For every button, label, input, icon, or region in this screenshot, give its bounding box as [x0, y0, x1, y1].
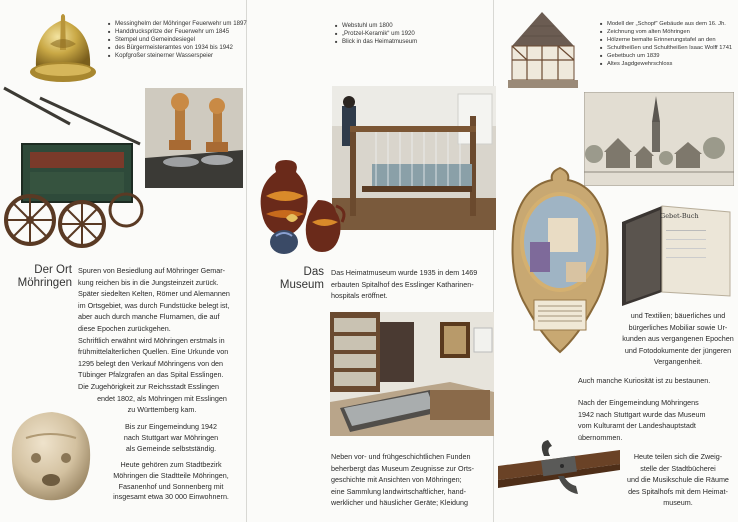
- heading-line: Museum: [279, 279, 324, 291]
- body-line: und die Musikschule die Räume: [627, 475, 729, 485]
- body-line: Bis zur Eingemeindung 1942: [125, 422, 217, 431]
- body-line: geschichte mit Ansichten von Möhringen;: [331, 475, 462, 485]
- panel3-caption-list: [600, 20, 732, 68]
- loom-photo-image: [332, 86, 496, 230]
- body-line: Heute teilen sich die Zweig-: [633, 452, 723, 461]
- body-line: als Gemeinde selbstständig.: [125, 443, 217, 453]
- body-line: kunden aus vergangenen Epochen: [622, 334, 734, 344]
- body-line: des Spitalhofs mit dem Heimat-: [628, 486, 728, 496]
- panel1-caption-list: [108, 20, 247, 60]
- body-line: endet 1802, als Möhringen mit Esslingen: [97, 393, 227, 403]
- body-line: Nach der Eingemeindung Möhringens: [578, 398, 699, 407]
- body-line: vom Kulturamt der Landeshauptstadt: [578, 421, 696, 431]
- caption-item: ■ Blick in das Heimatmuseum: [335, 38, 417, 46]
- memorial-tablet-image: [508, 166, 612, 356]
- heading-line: Der Ort: [34, 264, 72, 276]
- body-line: Auch manche Kuriosität ist zu bestaunen.: [578, 376, 711, 385]
- caption-item: ■ Modell der „Schopf“ Gebäude aus dem 16. Jh.: [600, 20, 732, 28]
- body-line: erbauten Spitalhof des Esslinger Katharinen-: [331, 279, 474, 289]
- body-line: insgesamt etwa 30 000 Einwohnern.: [113, 492, 229, 502]
- stamps-photo-image: [145, 88, 243, 188]
- fire-pump-cart-image: [0, 84, 150, 254]
- heading-line: Das: [303, 266, 324, 278]
- caption-item: ■ Hölzerne bemalte Erinnerungstafel an den: [600, 36, 732, 44]
- panel3-continued-text: [620, 310, 736, 368]
- body-line: Die Zugehörigkeit zur Reichsstadt Esslingen: [78, 381, 220, 391]
- museum-interior-image: [330, 312, 494, 436]
- caption-item: ■ Kopfgroßer steinerner Wasserspeier: [108, 52, 247, 60]
- brass-helmet-image: [28, 10, 98, 94]
- panel2-caption-list: [335, 22, 417, 46]
- body-line: beherbergt das Museum Zeugnisse zur Orts-: [331, 463, 475, 473]
- building-model-image: [502, 8, 584, 92]
- body-line: Heute gehören zum Stadtbezirk: [120, 460, 222, 469]
- caption-item: ■ „Protzel-Keramik“ um 1920: [335, 30, 417, 38]
- body-line: Fasanenhof und Sonnenberg mit: [118, 481, 224, 491]
- caption-item: ■ Webstuhl um 1800: [335, 22, 417, 30]
- caption-item: ■ Handdruckspritze der Feuerwehr um 1845: [108, 28, 247, 36]
- panel1-subtext-2: [96, 460, 246, 503]
- body-line: kung reichen bis in die Jungsteinzeit zurück.: [78, 277, 219, 287]
- caption-item: ■ Stempel und Gemeindesiegel: [108, 36, 247, 44]
- panel3-branch-text: [618, 451, 738, 509]
- heading-line: Möhringen: [17, 277, 72, 289]
- caption-item: ■ Schultheißen und Schultheißen Isaac Wolff 1741: [600, 44, 732, 52]
- body-line: Möhringen die Stadtteile Möhringen,: [113, 470, 229, 480]
- body-line: bürgerliches Mobiliar sowie Ur-: [628, 322, 728, 332]
- body-line: Neben vor- und frühgeschichtlichen Funden: [331, 452, 471, 461]
- body-line: eine Sammlung landwirtschaftlicher, hand-: [331, 486, 467, 496]
- panel1-heading: [6, 264, 72, 290]
- body-line: Spuren von Besiedlung auf Möhringer Gemar-: [78, 266, 226, 275]
- panel2-bottom-text: [331, 451, 495, 509]
- ceramic-vases-image: [256, 156, 356, 256]
- body-line: Später siedelten Kelten, Römer und Alemannen: [78, 289, 230, 299]
- stone-gargoyle-image: [6, 408, 94, 504]
- body-line: stelle der Stadtbücherei: [640, 463, 716, 473]
- body-line: diese Epochen zurückgehen.: [78, 323, 171, 333]
- panel1-body-text: [78, 265, 246, 416]
- panel2-heading: [256, 266, 324, 292]
- caption-item: ■ Gebetbuch um 1839: [600, 52, 732, 60]
- caption-item: ■ Altes Jagdgewehrschloss: [600, 60, 732, 68]
- body-line: aber auch durch manche Flurnamen, die auf: [78, 312, 220, 322]
- body-line: übernommen.: [578, 432, 623, 442]
- book-page-lines: [666, 224, 706, 284]
- body-line: frühmittelalterlichen Quellen. Eine Urkunde von: [78, 347, 229, 357]
- panel3-curio-text: [578, 375, 738, 387]
- body-line: und Fotodokumente der jüngeren: [624, 345, 732, 355]
- body-line: hospitals eröffnet.: [331, 291, 388, 301]
- body-line: im Ortsgebiet, was durch Fundstücke belegt ist,: [78, 300, 230, 310]
- body-line: zu Württemberg kam.: [127, 405, 197, 415]
- body-line: und Textilien; bäuerliches und: [630, 311, 726, 320]
- body-line: 1295 belegt den Verkauf Möhringens von den: [78, 358, 224, 368]
- body-line: Vergangenheit.: [653, 357, 703, 367]
- caption-item: ■ Messinghelm der Möhringer Feuerwehr um 1897: [108, 20, 247, 28]
- body-line: museum.: [663, 498, 693, 508]
- body-line: Schriftlich erwähnt wird Möhringen erstmals in: [78, 335, 225, 345]
- panel2-intro-text: [331, 267, 495, 302]
- body-line: Das Heimatmuseum wurde 1935 in dem 1469: [331, 268, 478, 277]
- book-title: Gebet-Buch: [660, 212, 699, 220]
- fold-line: [246, 0, 247, 522]
- rifle-lock-image: [498, 436, 620, 506]
- caption-item: ■ Zeichnung vom alten Möhringen: [600, 28, 732, 36]
- fold-line: [493, 0, 494, 522]
- body-line: Tübinger Pfalzgrafen an das Spital Esslingen.: [78, 370, 224, 380]
- body-line: 1942 nach Stuttgart wurde das Museum: [578, 409, 706, 419]
- panel1-subtext-1: [104, 422, 238, 454]
- caption-item: ■ des Bürgermeisteramtes von 1934 bis 1942: [108, 44, 247, 52]
- body-line: nach Stuttgart war Möhringen: [123, 432, 219, 442]
- body-line: werklicher und häuslicher Geräte; Kleidung: [331, 498, 469, 508]
